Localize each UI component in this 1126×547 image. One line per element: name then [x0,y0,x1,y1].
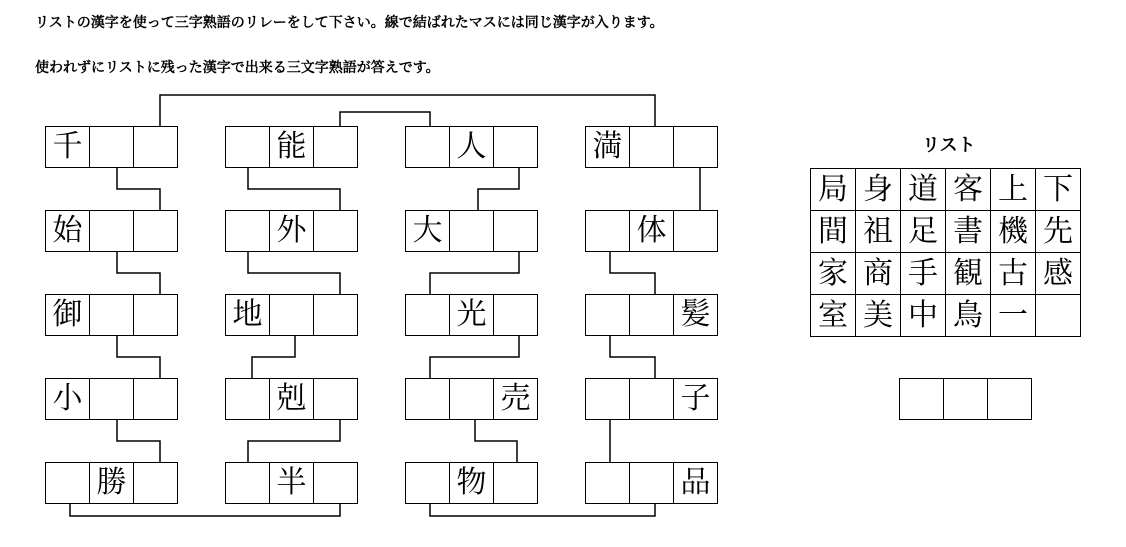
word-row [405,126,540,168]
list-kanji-cell: 先 [1035,210,1081,253]
list-kanji-cell: 道 [900,168,946,211]
answer-cell[interactable] [899,378,944,420]
kanji-cell: 光 [449,294,494,336]
empty-cell[interactable] [225,210,270,252]
link-line [475,420,517,462]
link-line [430,336,519,378]
empty-cell[interactable] [45,462,90,504]
empty-cell[interactable] [405,294,450,336]
empty-cell[interactable] [313,126,358,168]
kanji-cell: 人 [449,126,494,168]
kanji-list [810,168,1080,336]
kanji-cell: 始 [45,210,90,252]
empty-cell[interactable] [269,294,314,336]
empty-cell[interactable] [405,462,450,504]
link-line [340,112,430,126]
empty-cell[interactable] [89,126,134,168]
link-line [248,420,340,462]
kanji-cell: 半 [269,462,314,504]
list-title: リスト [922,135,976,156]
kanji-cell: 物 [449,462,494,504]
link-line [70,504,340,516]
kanji-cell: 髪 [673,294,718,336]
kanji-cell: 売 [493,378,538,420]
empty-cell[interactable] [629,126,674,168]
link-line [117,252,160,294]
word-row [45,378,180,420]
list-kanji-cell: 手 [900,252,946,295]
link-line [478,168,519,210]
kanji-cell: 千 [45,126,90,168]
link-line [248,168,340,210]
empty-cell[interactable] [89,210,134,252]
answer-boxes [900,378,1032,420]
list-empty-cell [1035,294,1081,337]
empty-cell[interactable] [133,126,178,168]
empty-cell[interactable] [449,378,494,420]
list-kanji-cell: 鳥 [945,294,991,337]
kanji-cell: 剋 [269,378,314,420]
empty-cell[interactable] [133,294,178,336]
empty-cell[interactable] [629,378,674,420]
list-kanji-cell: 客 [945,168,991,211]
list-kanji-cell: 局 [810,168,856,211]
list-kanji-cell: 書 [945,210,991,253]
link-line [252,336,295,378]
empty-cell[interactable] [673,210,718,252]
kanji-cell: 小 [45,378,90,420]
list-kanji-cell: 古 [990,252,1036,295]
empty-cell[interactable] [225,462,270,504]
kanji-cell: 満 [585,126,630,168]
instruction-line-1: リストの漢字を使って三字熟語のリレーをして下さい。線で結ばれたマスには同じ漢字が入ります。 [35,15,664,31]
word-row [45,126,180,168]
list-kanji-cell: 室 [810,294,856,337]
kanji-cell: 大 [405,210,450,252]
empty-cell[interactable] [89,294,134,336]
word-row [405,294,540,336]
kanji-cell: 子 [673,378,718,420]
empty-cell[interactable] [493,294,538,336]
empty-cell[interactable] [405,378,450,420]
empty-cell[interactable] [493,462,538,504]
empty-cell[interactable] [629,294,674,336]
empty-cell[interactable] [585,462,630,504]
word-row [225,378,360,420]
list-kanji-cell: 商 [855,252,901,295]
kanji-cell: 御 [45,294,90,336]
list-kanji-cell: 感 [1035,252,1081,295]
empty-cell[interactable] [133,378,178,420]
link-line [430,504,655,516]
empty-cell[interactable] [585,378,630,420]
empty-cell[interactable] [313,462,358,504]
word-row [585,462,720,504]
empty-cell[interactable] [89,378,134,420]
link-line [248,252,340,294]
link-line [160,95,655,126]
word-row [585,378,720,420]
empty-cell[interactable] [493,210,538,252]
list-kanji-cell: 観 [945,252,991,295]
empty-cell[interactable] [629,462,674,504]
empty-cell[interactable] [225,126,270,168]
list-kanji-cell: 祖 [855,210,901,253]
word-row [45,210,180,252]
list-kanji-cell: 上 [990,168,1036,211]
word-row [585,294,720,336]
empty-cell[interactable] [133,210,178,252]
list-kanji-cell: 機 [990,210,1036,253]
word-row [405,378,540,420]
kanji-cell: 勝 [89,462,134,504]
word-row [225,126,360,168]
list-kanji-cell: 足 [900,210,946,253]
empty-cell[interactable] [133,462,178,504]
kanji-cell: 能 [269,126,314,168]
kanji-cell: 地 [225,294,270,336]
kanji-cell: 外 [269,210,314,252]
list-kanji-cell: 美 [855,294,901,337]
word-row [585,126,720,168]
kanji-cell: 品 [673,462,718,504]
empty-cell[interactable] [313,294,358,336]
word-row [225,462,360,504]
word-row [225,294,360,336]
empty-cell[interactable] [673,126,718,168]
instruction-line-2: 使われずにリストに残った漢字で出来る三文字熟語が答えです。 [35,60,440,76]
empty-cell[interactable] [585,294,630,336]
list-kanji-cell: 下 [1035,168,1081,211]
word-row [405,210,540,252]
empty-cell[interactable] [313,378,358,420]
link-line [117,420,160,462]
link-line [610,336,655,378]
word-row [45,294,180,336]
link-line [117,168,160,210]
word-row [585,210,720,252]
empty-cell[interactable] [493,126,538,168]
empty-cell[interactable] [313,210,358,252]
answer-cell[interactable] [943,378,988,420]
link-line [430,252,519,294]
answer-cell[interactable] [987,378,1032,420]
link-line [610,252,655,294]
list-kanji-cell: 一 [990,294,1036,337]
list-kanji-cell: 間 [810,210,856,253]
word-row [405,462,540,504]
empty-cell[interactable] [405,126,450,168]
empty-cell[interactable] [225,378,270,420]
empty-cell[interactable] [585,210,630,252]
list-kanji-cell: 家 [810,252,856,295]
empty-cell[interactable] [449,210,494,252]
list-kanji-cell: 中 [900,294,946,337]
link-line [117,336,160,378]
word-row [225,210,360,252]
list-kanji-cell: 身 [855,168,901,211]
word-row [45,462,180,504]
kanji-cell: 体 [629,210,674,252]
